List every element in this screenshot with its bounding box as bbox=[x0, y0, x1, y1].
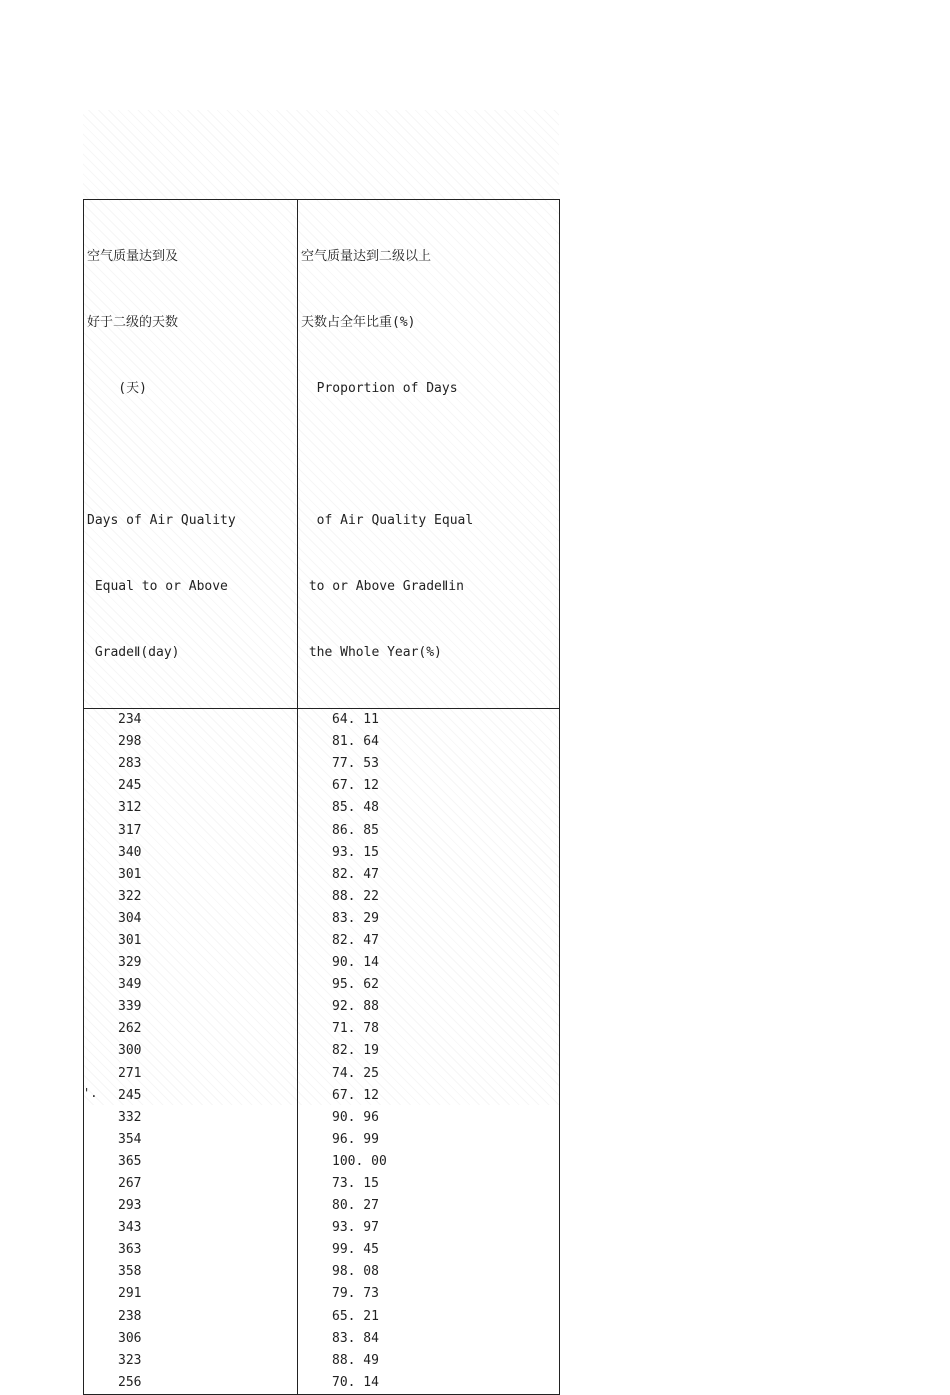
header-pct-line: to or Above GradeⅡin bbox=[301, 579, 464, 594]
table-header-row bbox=[84, 200, 560, 709]
table-row bbox=[84, 1372, 560, 1395]
header-pct-line: Proportion of Days bbox=[301, 381, 458, 396]
days-cell: 245 bbox=[84, 775, 298, 797]
days-cell: 245 bbox=[84, 1085, 298, 1107]
days-cell: 283 bbox=[84, 753, 298, 775]
days-cell: 291 bbox=[84, 1283, 298, 1305]
days-cell: 304 bbox=[84, 908, 298, 930]
proportion-cell: 74. 25 bbox=[298, 1063, 560, 1085]
proportion-cell: 73. 15 bbox=[298, 1173, 560, 1195]
table-row bbox=[84, 974, 560, 996]
days-cell: 323 bbox=[84, 1350, 298, 1372]
header-proportion-of-days bbox=[298, 200, 560, 709]
table-row bbox=[84, 1151, 560, 1173]
table-row bbox=[84, 1107, 560, 1129]
header-pct-line: the Whole Year(%) bbox=[301, 645, 442, 660]
table-row bbox=[84, 1306, 560, 1328]
days-cell: 358 bbox=[84, 1261, 298, 1283]
table-row bbox=[84, 1040, 560, 1062]
table-row bbox=[84, 930, 560, 952]
days-cell: 354 bbox=[84, 1129, 298, 1151]
days-cell: 300 bbox=[84, 1040, 298, 1062]
table-row bbox=[84, 1018, 560, 1040]
days-cell: 306 bbox=[84, 1328, 298, 1350]
table-row bbox=[84, 842, 560, 864]
days-cell: 343 bbox=[84, 1217, 298, 1239]
days-cell: 317 bbox=[84, 819, 298, 841]
table-row bbox=[84, 886, 560, 908]
table-row bbox=[84, 1261, 560, 1283]
proportion-cell: 82. 47 bbox=[298, 864, 560, 886]
proportion-cell: 85. 48 bbox=[298, 797, 560, 819]
proportion-cell: 67. 12 bbox=[298, 775, 560, 797]
header-days-line: Days of Air Quality bbox=[87, 513, 236, 528]
table-row bbox=[84, 1195, 560, 1217]
proportion-cell: 100. 00 bbox=[298, 1151, 560, 1173]
days-cell: 329 bbox=[84, 952, 298, 974]
table-row bbox=[84, 1173, 560, 1195]
proportion-cell: 81. 64 bbox=[298, 731, 560, 753]
proportion-cell: 95. 62 bbox=[298, 974, 560, 996]
days-cell: 293 bbox=[84, 1195, 298, 1217]
table-row bbox=[84, 1085, 560, 1107]
table-row bbox=[84, 709, 560, 732]
days-cell: 267 bbox=[84, 1173, 298, 1195]
proportion-cell: 88. 22 bbox=[298, 886, 560, 908]
days-cell: 301 bbox=[84, 930, 298, 952]
table-row bbox=[84, 1217, 560, 1239]
days-cell: 340 bbox=[84, 842, 298, 864]
header-days-of-air-quality bbox=[84, 200, 298, 709]
header-days-line: Equal to or Above bbox=[87, 579, 228, 594]
days-cell: 262 bbox=[84, 1018, 298, 1040]
days-cell: 363 bbox=[84, 1239, 298, 1261]
header-days-line: 好于二级的天数 bbox=[87, 315, 179, 330]
table-row bbox=[84, 996, 560, 1018]
proportion-cell: 79. 73 bbox=[298, 1283, 560, 1305]
header-pct-line: 天数占全年比重(%) bbox=[301, 315, 416, 330]
days-cell: 332 bbox=[84, 1107, 298, 1129]
proportion-cell: 82. 47 bbox=[298, 930, 560, 952]
proportion-cell: 93. 15 bbox=[298, 842, 560, 864]
table-body bbox=[84, 709, 560, 1395]
days-cell: 301 bbox=[84, 864, 298, 886]
proportion-cell: 71. 78 bbox=[298, 1018, 560, 1040]
header-pct-line bbox=[301, 444, 559, 466]
days-cell: 339 bbox=[84, 996, 298, 1018]
proportion-cell: 92. 88 bbox=[298, 996, 560, 1018]
days-cell: 312 bbox=[84, 797, 298, 819]
table-row bbox=[84, 1063, 560, 1085]
days-cell: 365 bbox=[84, 1151, 298, 1173]
table-row bbox=[84, 753, 560, 775]
header-days-line bbox=[87, 444, 297, 466]
table-row bbox=[84, 908, 560, 930]
proportion-cell: 86. 85 bbox=[298, 819, 560, 841]
proportion-cell: 96. 99 bbox=[298, 1129, 560, 1151]
table-row bbox=[84, 1129, 560, 1151]
proportion-cell: 83. 29 bbox=[298, 908, 560, 930]
table-row bbox=[84, 952, 560, 974]
table-row bbox=[84, 819, 560, 841]
proportion-cell: 83. 84 bbox=[298, 1328, 560, 1350]
table-row bbox=[84, 1328, 560, 1350]
days-cell: 234 bbox=[84, 709, 298, 732]
proportion-cell: 98. 08 bbox=[298, 1261, 560, 1283]
proportion-cell: 93. 97 bbox=[298, 1217, 560, 1239]
proportion-cell: 77. 53 bbox=[298, 753, 560, 775]
table-row bbox=[84, 1350, 560, 1372]
table-row bbox=[84, 775, 560, 797]
proportion-cell: 64. 11 bbox=[298, 709, 560, 732]
days-cell: 349 bbox=[84, 974, 298, 996]
table-row bbox=[84, 864, 560, 886]
days-cell: 256 bbox=[84, 1372, 298, 1395]
proportion-cell: 90. 14 bbox=[298, 952, 560, 974]
proportion-cell: 70. 14 bbox=[298, 1372, 560, 1395]
table-row bbox=[84, 1239, 560, 1261]
header-pct-line: 空气质量达到二级以上 bbox=[301, 249, 432, 264]
proportion-cell: 88. 49 bbox=[298, 1350, 560, 1372]
proportion-cell: 82. 19 bbox=[298, 1040, 560, 1062]
table-row bbox=[84, 1283, 560, 1305]
header-days-line: GradeⅡ(day) bbox=[87, 645, 180, 660]
proportion-cell: 80. 27 bbox=[298, 1195, 560, 1217]
proportion-cell: 99. 45 bbox=[298, 1239, 560, 1261]
days-cell: 322 bbox=[84, 886, 298, 908]
table-row bbox=[84, 731, 560, 753]
header-pct-line: of Air Quality Equal bbox=[301, 513, 474, 528]
days-cell: 238 bbox=[84, 1306, 298, 1328]
proportion-cell: 90. 96 bbox=[298, 1107, 560, 1129]
header-days-line: (天) bbox=[87, 381, 147, 396]
proportion-cell: 67. 12 bbox=[298, 1085, 560, 1107]
days-cell: 298 bbox=[84, 731, 298, 753]
footer-mark: '. bbox=[83, 1086, 98, 1100]
table-row bbox=[84, 797, 560, 819]
days-cell: 271 bbox=[84, 1063, 298, 1085]
air-quality-table bbox=[83, 199, 560, 1395]
proportion-cell: 65. 21 bbox=[298, 1306, 560, 1328]
header-days-line: 空气质量达到及 bbox=[87, 249, 179, 264]
